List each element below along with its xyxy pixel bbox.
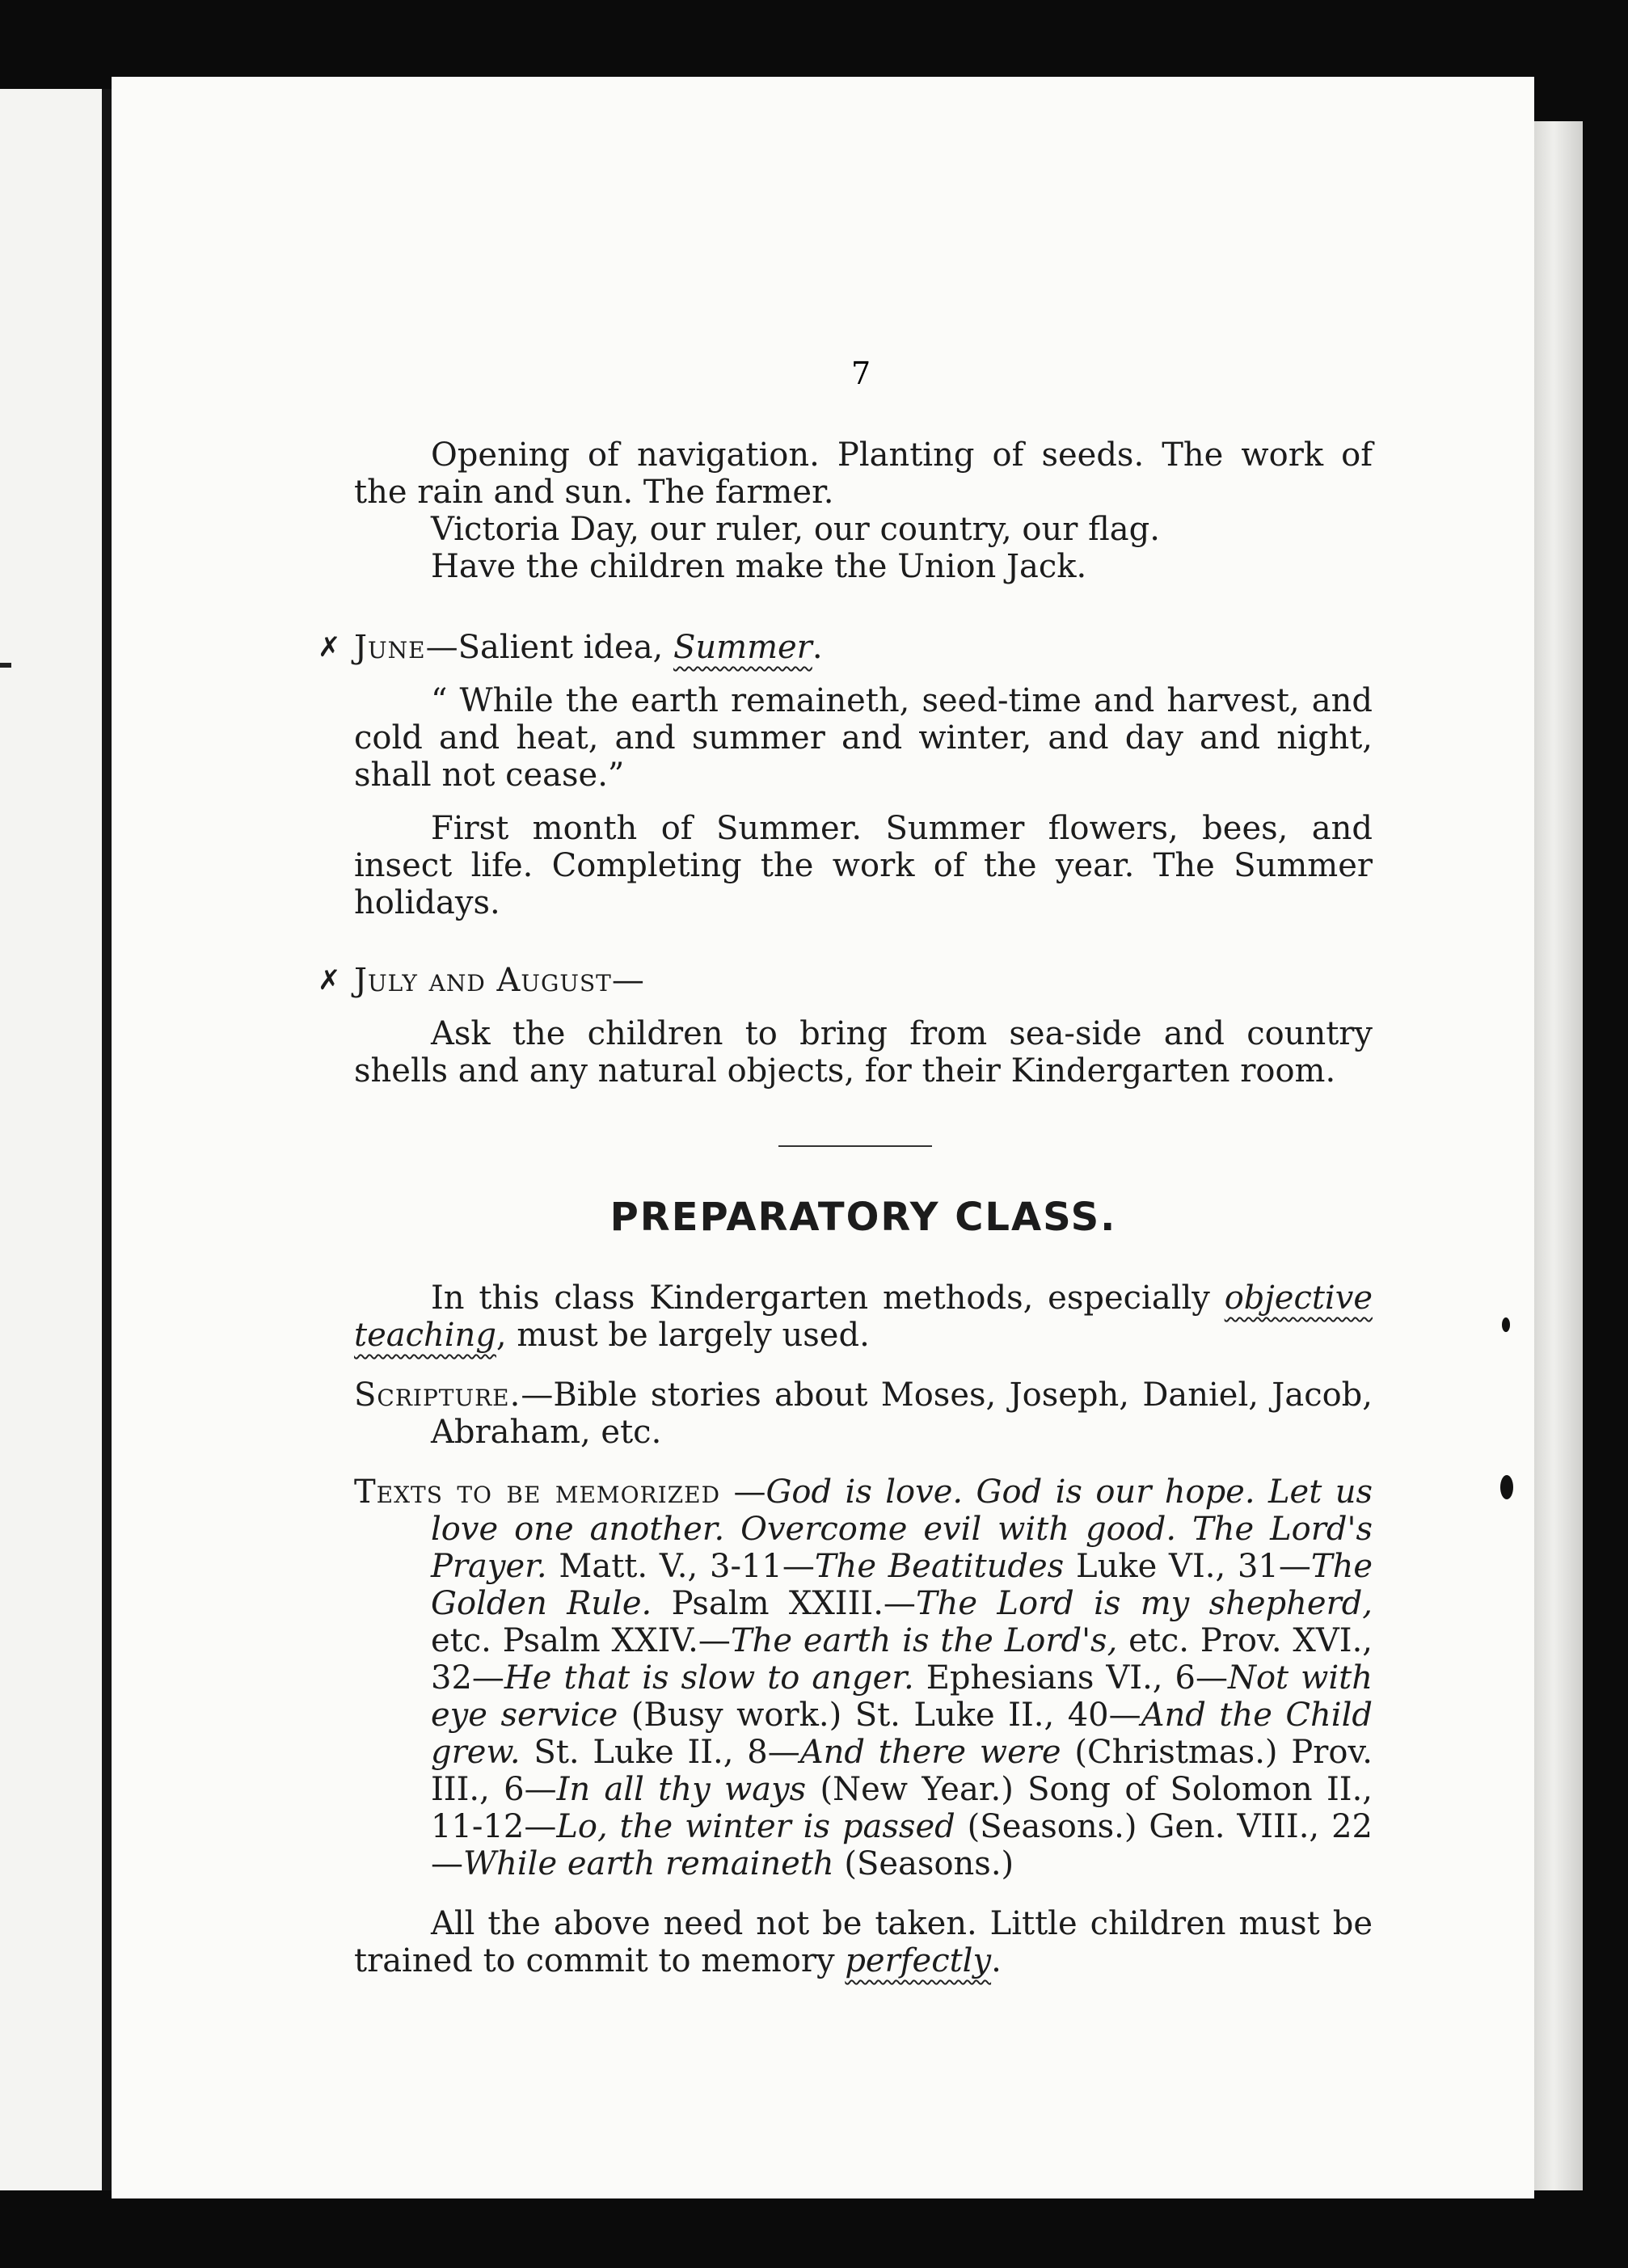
june-end: . <box>812 629 823 666</box>
section-divider <box>778 1145 932 1147</box>
may-line-1: Opening of navigation. Planting of seeds. The work of the rain and sun. The farmer. <box>354 436 1373 511</box>
scripture-reference: Luke VI., 31— <box>1064 1548 1311 1585</box>
intro-text-end: , must be largely used. <box>496 1317 870 1354</box>
july-heading <box>318 962 1373 999</box>
scripture-quote: God is love. God is our hope. Let us love one another. Overcome evil with good. The Lord's Prayer. <box>431 1473 1373 1585</box>
scripture-reference: — <box>733 1473 766 1511</box>
scripture-text: —Bible stories about Moses, Joseph, Daniel, Jacob, Abraham, etc. <box>431 1376 1373 1451</box>
july-body: Ask the children to bring from sea-side and country shells and any natural objects, for their Kindergarten room. <box>354 1015 1373 1090</box>
may-line-2: Victoria Day, our ruler, our country, our flag. <box>431 511 1160 548</box>
preparatory-section <box>354 1279 1373 1979</box>
intro-paragraph <box>354 1279 1373 1354</box>
closing-text: All the above need not be taken. Little children must be trained to commit to memory <box>354 1905 1373 1979</box>
scripture-quote: The Lord is my shepherd, <box>915 1585 1373 1622</box>
scripture-reference: (Seasons.) <box>833 1845 1014 1882</box>
scripture-quote: He that is slow to anger. <box>504 1659 914 1697</box>
scripture-reference: (Busy work.) St. Luke II., 40— <box>618 1697 1141 1734</box>
section-heading: PREPARATORY CLASS. <box>609 1195 1117 1240</box>
scripture-reference: (New Year.) Song of Solomon II., 11-12— <box>431 1771 1373 1845</box>
july-dash: — <box>611 962 644 999</box>
left-page-edge <box>0 89 105 2190</box>
scripture-quote: In all thy ways <box>556 1771 807 1808</box>
closing-emphasis: perfectly <box>845 1942 992 1979</box>
june-body: First month of Summer. Summer flowers, bees, and insect life. Completing the work of the year. The Summer holidays. <box>354 810 1373 921</box>
scripture-reference: Ephesians VI., 6— <box>913 1659 1228 1697</box>
june-idea: Summer <box>673 629 812 666</box>
scripture-reference: Psalm XXIII.— <box>652 1585 916 1622</box>
intro-emphasis: objective teaching <box>354 1279 1373 1354</box>
margin-mark <box>1502 1317 1510 1332</box>
scripture-label: Scripture. <box>354 1376 521 1414</box>
scripture-quote: Not with eye service <box>431 1659 1373 1734</box>
texts-paragraph <box>354 1473 1373 1882</box>
book-page <box>112 77 1534 2198</box>
margin-mark <box>1500 1475 1513 1499</box>
scripture-paragraph <box>354 1376 1373 1451</box>
scripture-quote: While earth remaineth <box>463 1845 834 1882</box>
check-mark-icon: ✗ <box>318 964 341 997</box>
scripture-reference: Matt. V., 3-11— <box>546 1548 815 1585</box>
scripture-quote: The Beatitudes <box>814 1548 1065 1585</box>
scripture-reference: etc. Psalm XXIV.— <box>431 1622 731 1659</box>
scripture-quote: And the Child grew. <box>431 1697 1373 1771</box>
left-page-mark <box>0 663 11 668</box>
page-number: 7 <box>851 356 871 391</box>
intro-text: In this class Kindergarten methods, especially <box>431 1279 1225 1317</box>
scripture-reference: (Seasons.) Gen. VIII., 22— <box>431 1808 1373 1882</box>
scripture-quote: The Golden Rule. <box>431 1548 1373 1622</box>
scripture-quote: Lo, the winter is passed <box>556 1808 955 1845</box>
may-line-3: Have the children make the Union Jack. <box>431 548 1087 585</box>
scripture-quote: And there were <box>799 1734 1061 1771</box>
june-section <box>318 629 1373 921</box>
scripture-quote: The earth is the Lord's, <box>730 1622 1118 1659</box>
closing-end: . <box>991 1942 1002 1979</box>
scripture-reference: (Christmas.) Prov. III., 6— <box>431 1734 1373 1808</box>
texts-label: Texts to be memorized <box>354 1473 721 1511</box>
scripture-reference: St. Luke II., 8— <box>520 1734 800 1771</box>
june-heading <box>318 629 1373 666</box>
closing-paragraph <box>354 1905 1373 1979</box>
june-quote: “ While the earth remaineth, seed-time and harvest, and cold and heat, and summer and winter, and day and night, shall not cease.” <box>354 682 1373 794</box>
june-label: June <box>354 629 426 666</box>
june-lead: —Salient idea, <box>425 629 673 666</box>
check-mark-icon: ✗ <box>318 631 341 664</box>
scripture-reference: etc. Prov. XVI., 32— <box>431 1622 1373 1697</box>
july-section <box>318 962 1373 1090</box>
may-section <box>354 356 1373 585</box>
page-stack-edge <box>1534 121 1583 2190</box>
book-gutter <box>102 89 112 2190</box>
july-label: July and August <box>354 962 612 999</box>
